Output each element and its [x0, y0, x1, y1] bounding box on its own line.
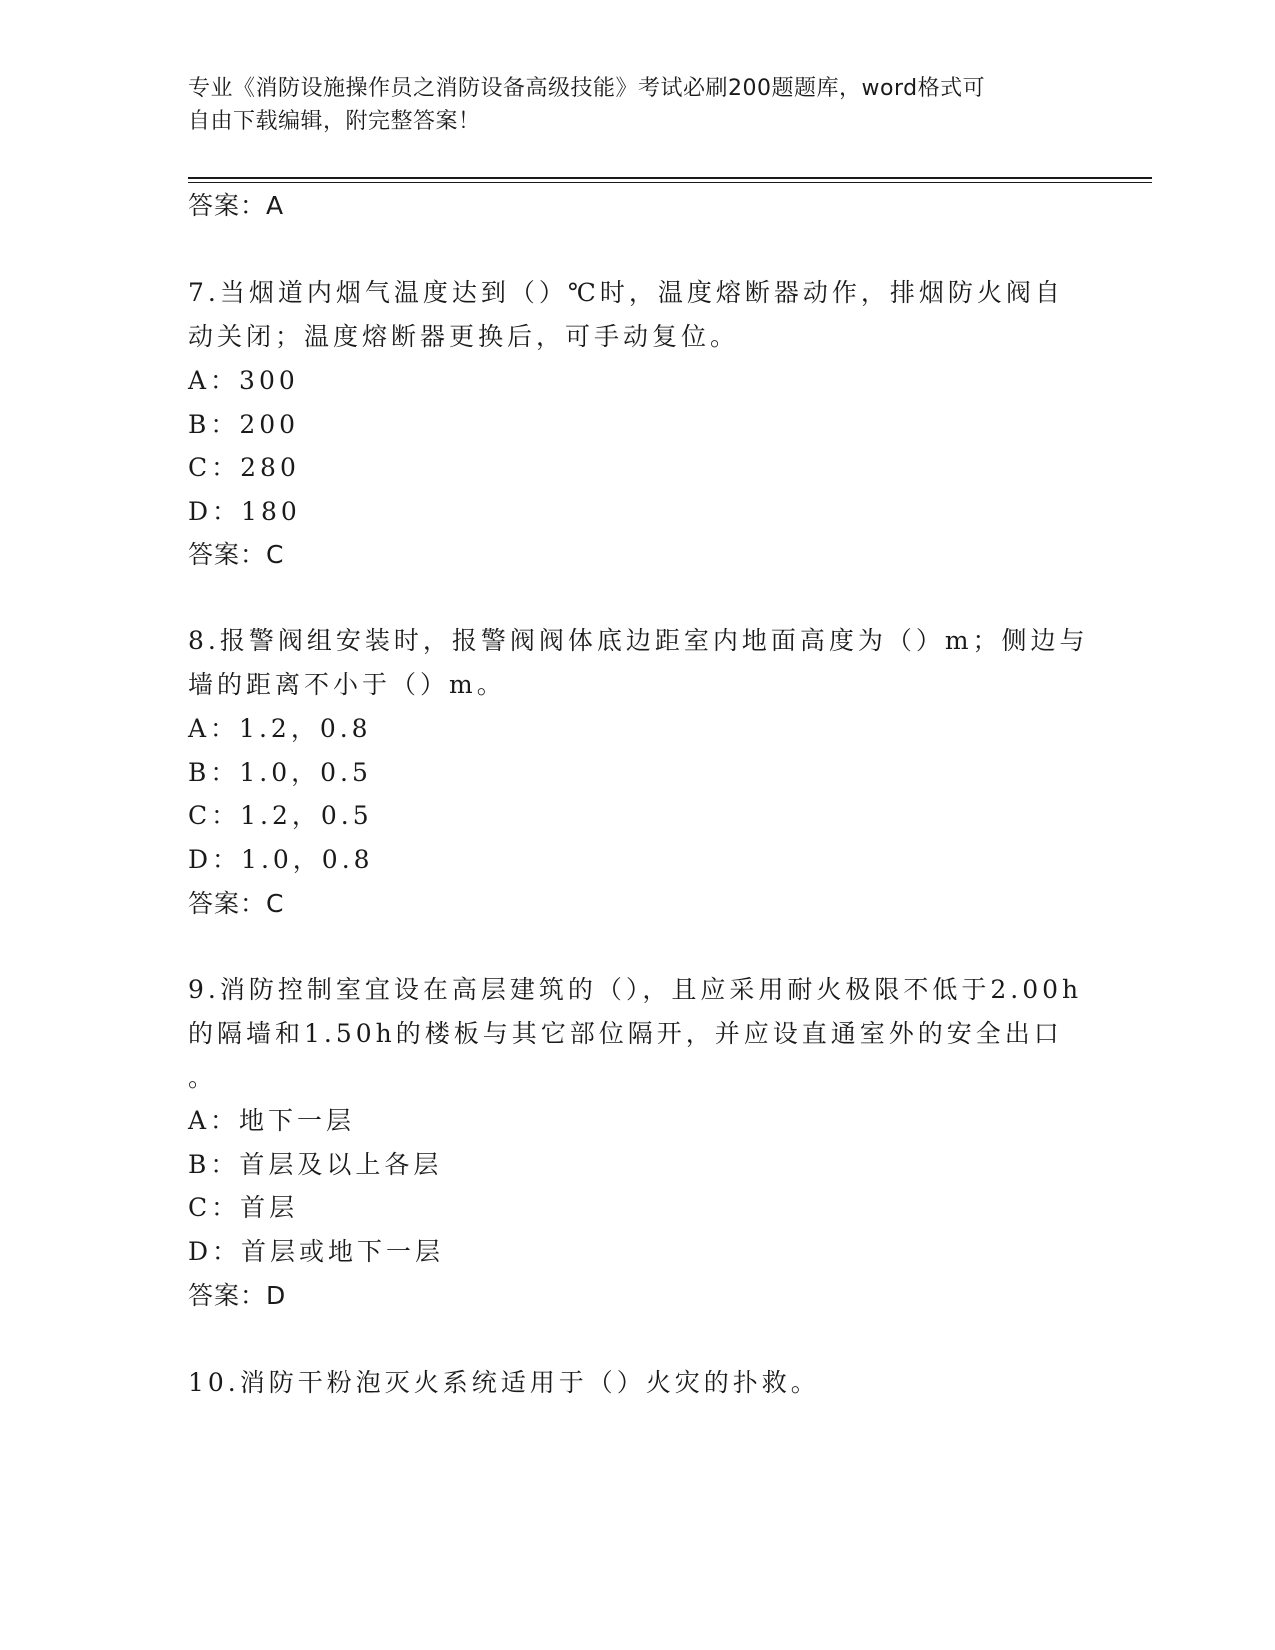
question-7-option-d: D：180: [188, 497, 301, 526]
question-9-stem-line-1: 9.消防控制室宜设在高层建筑的（），且应采用耐火极限不低于2.00h: [188, 975, 1083, 1004]
question-9-option-c: C：首层: [188, 1193, 299, 1222]
header-divider-thin: [188, 182, 1152, 183]
question-9-option-b: B：首层及以上各层: [188, 1150, 443, 1179]
question-7-answer: 答案：C: [188, 540, 285, 569]
question-9-stem-line-2: 的隔墙和1.50h的楼板与其它部位隔开，并应设直通室外的安全出口: [188, 1019, 1063, 1048]
question-8-stem-line-1: 8.报警阀组安装时，报警阀阀体底边距室内地面高度为（）m；侧边与: [188, 626, 1089, 655]
question-7-option-c: C：280: [188, 453, 300, 482]
header-line-2: 自由下载编辑，附完整答案！: [188, 109, 481, 134]
question-8-stem-line-2: 墙的距离不小于（）m。: [188, 670, 506, 699]
question-8-option-a: A：1.2，0.8: [188, 714, 372, 743]
question-10-stem-line-1: 10.消防干粉泡灭火系统适用于（）火灾的扑救。: [188, 1368, 820, 1397]
question-8-answer: 答案：C: [188, 889, 285, 918]
document-header: [188, 72, 1068, 138]
question-8-option-d: D：1.0，0.8: [188, 845, 374, 874]
question-7-option-a: A：300: [188, 366, 299, 395]
question-8-option-b: B：1.0，0.5: [188, 758, 372, 787]
question-9-option-d: D：首层或地下一层: [188, 1237, 445, 1266]
header-line-1: 专业《消防设施操作员之消防设备高级技能》考试必刷200题题库，word格式可: [188, 76, 986, 101]
question-9-option-a: A：地下一层: [188, 1106, 356, 1135]
question-9-answer: 答案：D: [188, 1281, 287, 1310]
question-7-stem-line-2: 动关闭；温度熔断器更换后，可手动复位。: [188, 322, 740, 351]
question-7-option-b: B：200: [188, 410, 300, 439]
header-divider: [188, 177, 1152, 179]
question-7-stem-line-1: 7.当烟道内烟气温度达到（）℃时，温度熔断器动作，排烟防火阀自: [188, 278, 1064, 307]
answer-previous: 答案：A: [188, 191, 285, 220]
question-8-option-c: C：1.2，0.5: [188, 801, 373, 830]
question-9-stem-line-3: 。: [188, 1063, 218, 1092]
